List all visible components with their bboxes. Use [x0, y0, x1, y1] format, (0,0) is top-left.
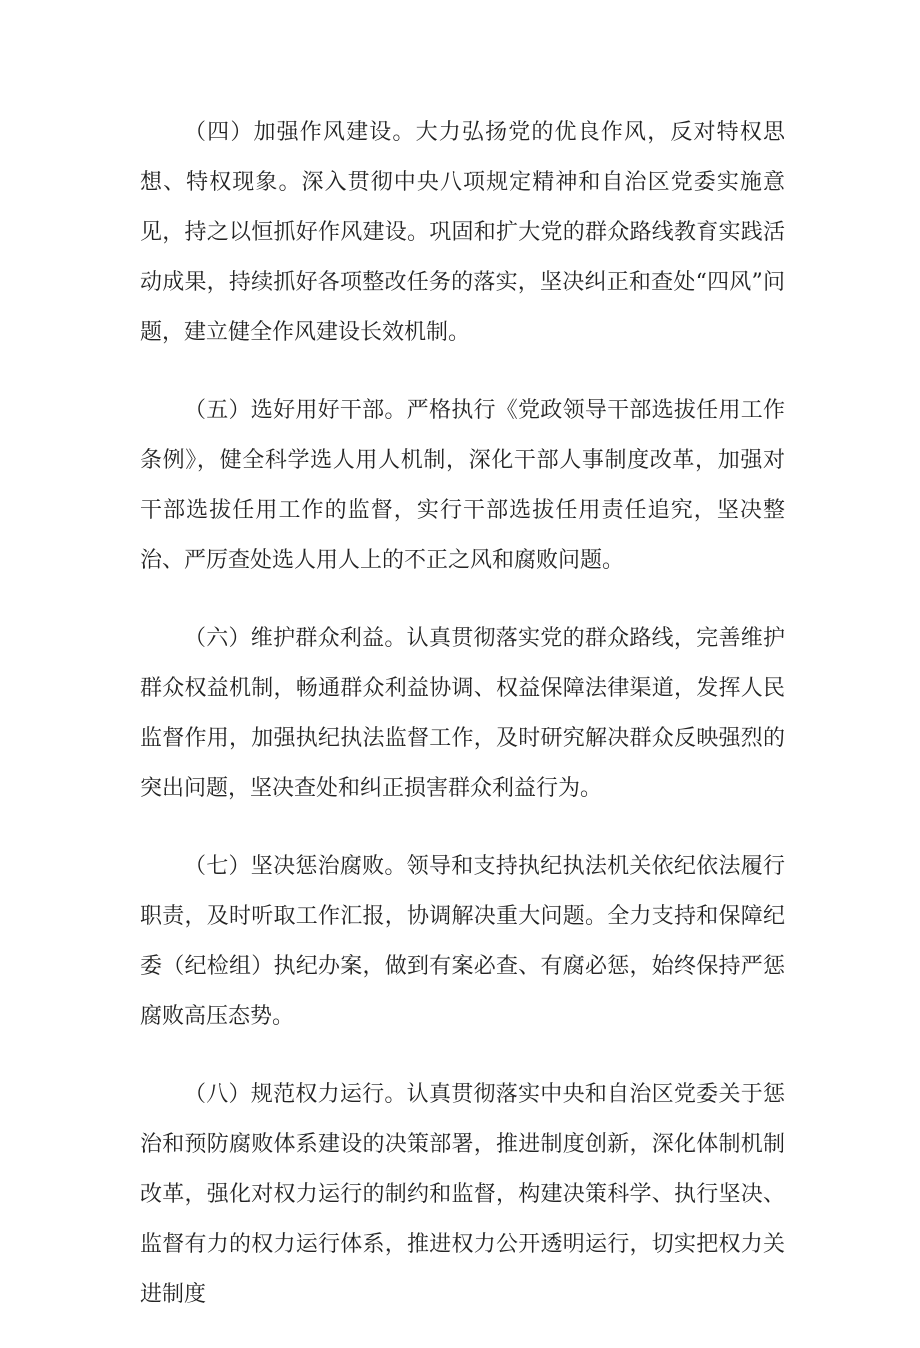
paragraph-section-4: （四）加强作风建设。大力弘扬党的优良作风，反对特权思想、特权现象。深入贯彻中央八项规定精神和自治区党委实施意见，持之以恒抓好作风建设。巩固和扩大党的群众路线教育实践活动成果，持续抓好各项整改任务的落实，坚决纠正和查处“四风”问题，建立健全作风建设长效机制。 [140, 120, 785, 345]
document-body [140, 108, 785, 1348]
paragraph-section-5: （五）选好用好干部。严格执行《党政领导干部选拔任用工作条例》，健全科学选人用人机制，深化干部人事制度改革，加强对干部选拔任用工作的监督，实行干部选拔任用责任追究，坚决整治、严厉查处选人用人上的不正之风和腐败问题。 [140, 398, 785, 573]
paragraph-section-8: （八）规范权力运行。认真贯彻落实中央和自治区党委关于惩治和预防腐败体系建设的决策部署，推进制度创新，深化体制机制改革，强化对权力运行的制约和监督，构建决策科学、执行坚决、监督有力的权力运行体系，推进权力公开透明运行，切实把权力关进制度 [140, 1082, 785, 1307]
paragraph-section-6: （六）维护群众利益。认真贯彻落实党的群众路线，完善维护群众权益机制，畅通群众利益协调、权益保障法律渠道，发挥人民监督作用，加强执纪执法监督工作，及时研究解决群众反映强烈的突出问题，坚决查处和纠正损害群众利益行为。 [140, 626, 785, 801]
paragraph-section-7: （七）坚决惩治腐败。领导和支持执纪执法机关依纪依法履行职责，及时听取工作汇报，协调解决重大问题。全力支持和保障纪委（纪检组）执纪办案，做到有案必查、有腐必惩，始终保持严惩腐败高压态势。 [140, 854, 785, 1029]
